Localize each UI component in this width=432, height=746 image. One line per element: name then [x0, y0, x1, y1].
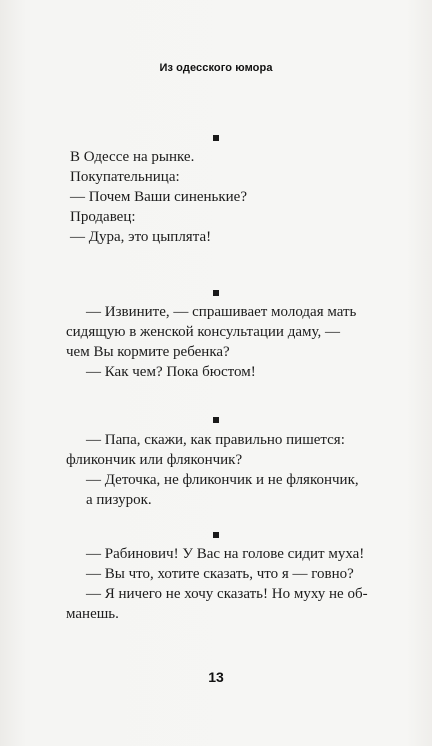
section-marker	[213, 135, 219, 141]
joke-line: чем Вы кормите ребенка?	[66, 344, 230, 360]
page-number: 13	[208, 669, 224, 685]
joke-line: фликончик или флякончик?	[66, 452, 243, 468]
joke-line: а пизурок.	[86, 492, 152, 508]
joke-line: — Почем Ваши синенькие?	[70, 189, 247, 205]
section-marker	[213, 532, 219, 538]
joke-line: сидящую в женской консультации даму, —	[66, 324, 340, 340]
joke-line: — Я ничего не хочу сказать! Но муху не об-	[86, 586, 368, 602]
joke-line: Продавец:	[70, 209, 136, 225]
joke-line: — Вы что, хотите сказать, что я — говно?	[86, 566, 354, 582]
running-head: Из одесского юмора	[159, 62, 273, 74]
joke-line: Покупательница:	[70, 169, 180, 185]
section-marker	[213, 290, 219, 296]
joke-block	[66, 430, 386, 510]
joke-block	[70, 147, 390, 247]
joke-line: В Одессе на рынке.	[70, 149, 195, 165]
joke-block	[66, 302, 386, 382]
joke-line: — Дура, это цыплята!	[70, 229, 212, 245]
joke-block	[66, 544, 386, 624]
joke-line: — Как чем? Пока бюстом!	[86, 364, 256, 380]
joke-line: — Деточка, не фликончик и не флякончик,	[86, 472, 359, 488]
joke-line: манешь.	[66, 606, 119, 622]
joke-line: — Рабинович! У Вас на голове сидит муха!	[86, 546, 365, 562]
joke-line: — Папа, скажи, как правильно пишется:	[86, 432, 345, 448]
section-marker	[213, 417, 219, 423]
joke-line: — Извините, — спрашивает молодая мать	[86, 304, 357, 320]
